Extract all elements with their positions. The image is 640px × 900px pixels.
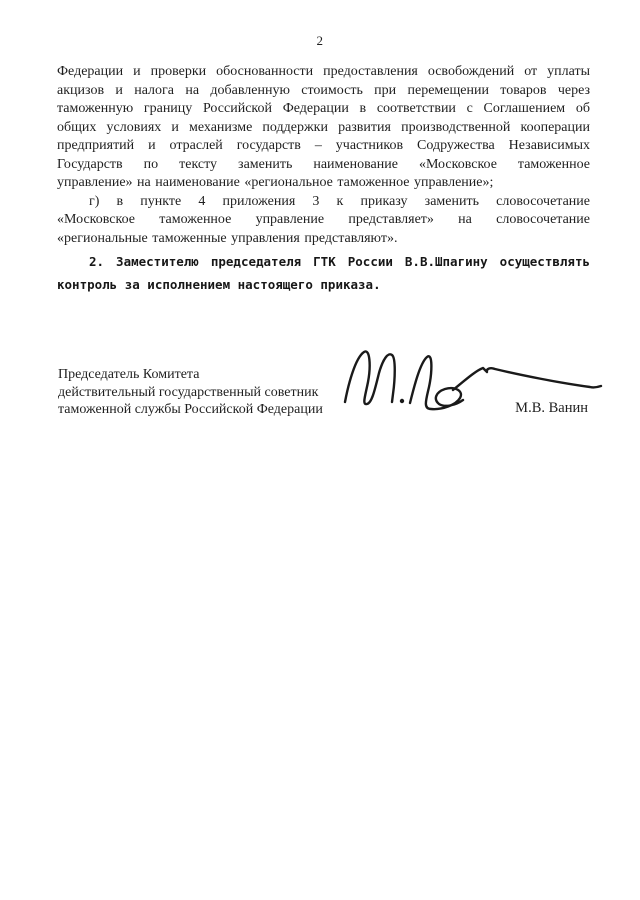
signatory-title-line: Председатель Комитета — [58, 367, 200, 382]
text-line: предприятий и отраслей государств – участников Содружества Независимых — [57, 138, 590, 153]
text-line: таможенную границу Российской Федерации в соответствии с Соглашением об — [57, 101, 590, 116]
text-line: г) в пункте 4 приложения 3 к приказу заменить словосочетание — [89, 193, 590, 209]
signatory-name: М.В. Ванин — [515, 400, 588, 416]
text-line: 2. Заместителю председателя ГТК России В.В.Шпагину осуществлять — [89, 254, 590, 269]
subitem-g — [57, 193, 590, 249]
item-2 — [57, 250, 590, 296]
text-line: контроль за исполнением настоящего приказа. — [57, 277, 381, 292]
text-line: управление» на наименование «региональное таможенное управление»; — [57, 175, 494, 190]
paragraph-continuation — [57, 63, 590, 193]
text-line: акцизов и налога на добавленную стоимость при перемещении товаров через — [57, 82, 590, 98]
signatory-title-line: действительный государственный советник — [58, 384, 319, 400]
signatory-title-line: таможенной службы Российской Федерации — [58, 402, 323, 417]
signature-block — [58, 366, 323, 419]
page-number: 2 — [316, 33, 324, 48]
document-body — [57, 63, 590, 296]
text-line: общих условиях и механизме поддержки развития производственной кооперации — [57, 119, 590, 135]
text-line: Федерации и проверки обоснованности предоставления освобождений от уплаты — [57, 64, 590, 79]
text-line: Государств по тексту заменить наименование «Московское таможенное — [57, 156, 590, 172]
text-line: «региональные таможенные управления представляют». — [57, 230, 398, 246]
text-line: «Московское таможенное управление представляет» на словосочетание — [57, 212, 590, 227]
